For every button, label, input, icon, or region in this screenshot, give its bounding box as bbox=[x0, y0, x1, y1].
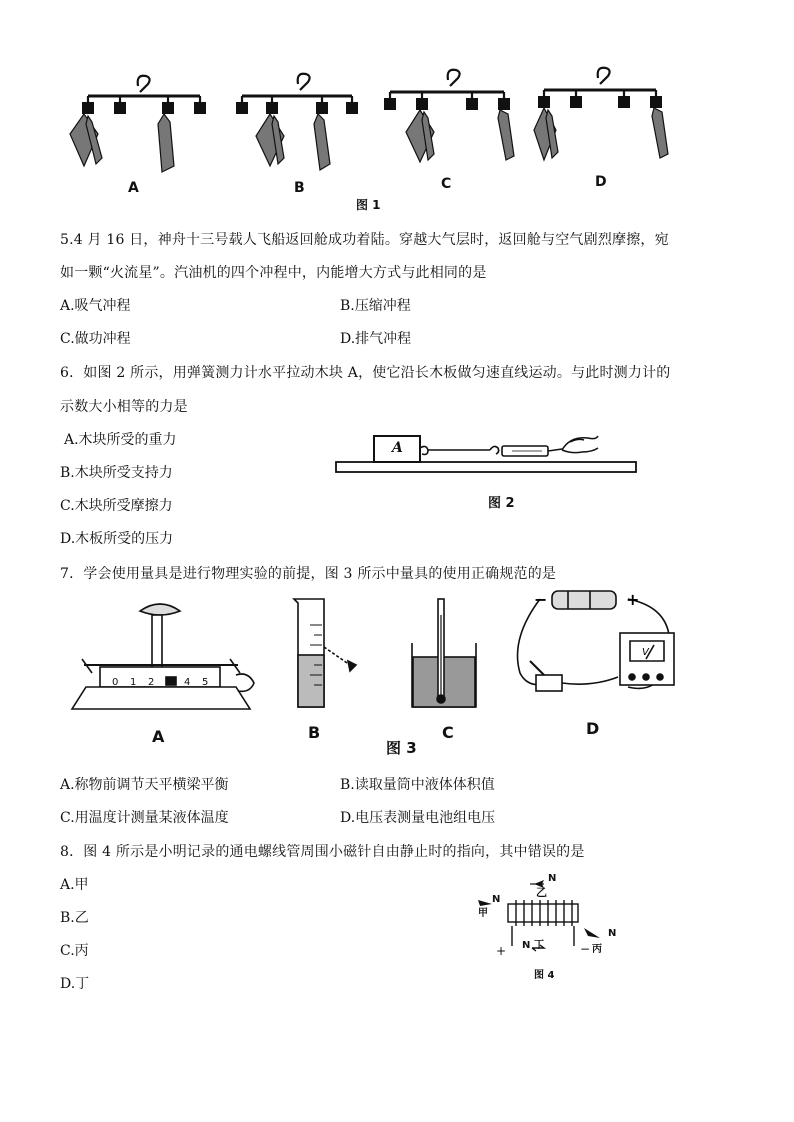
q7-option-c[interactable]: C.用温度计测量某液体温度 bbox=[60, 810, 229, 826]
fig2-caption: 图 2 bbox=[488, 496, 515, 511]
figure-2 bbox=[330, 420, 640, 515]
q6-option-c[interactable]: C.木块所受摩擦力 bbox=[60, 498, 173, 514]
fig1-label-c: C bbox=[441, 176, 452, 192]
scale-num-3: 3 bbox=[166, 677, 173, 688]
fig4-plus: + bbox=[496, 944, 507, 958]
battery-plus: + bbox=[626, 590, 640, 609]
voltmeter-label: V bbox=[642, 647, 649, 658]
q8-option-d[interactable]: D.丁 bbox=[60, 976, 90, 992]
scale-num-4: 4 bbox=[184, 677, 191, 688]
fig4-needle-jia: 甲 bbox=[478, 908, 488, 919]
figure-1 bbox=[60, 60, 690, 220]
q5-option-c[interactable]: C.做功冲程 bbox=[60, 331, 131, 347]
q6-option-d[interactable]: D.木板所受的压力 bbox=[60, 531, 174, 547]
q5-option-d[interactable]: D.排气冲程 bbox=[340, 331, 412, 347]
q7-option-d[interactable]: D.电压表测量电池组电压 bbox=[340, 810, 496, 826]
q6-line-2: 示数大小相等的力是 bbox=[60, 399, 188, 415]
fig4-n-yi: N bbox=[548, 873, 557, 884]
q7-option-a[interactable]: A.称物前调节天平横梁平衡 bbox=[60, 777, 229, 793]
q6-option-a[interactable]: A.木块所受的重力 bbox=[64, 432, 177, 448]
fig1-caption: 图 1 bbox=[356, 198, 381, 212]
q5-option-a[interactable]: A.吸气冲程 bbox=[60, 298, 131, 314]
q7-line-1: 7．学会使用量具是进行物理实验的前提，图 3 所示中量具的使用正确规范的是 bbox=[60, 566, 557, 582]
fig4-n-bing: N bbox=[608, 928, 617, 939]
fig4-n-jia: N bbox=[492, 894, 501, 905]
q8-option-c[interactable]: C.丙 bbox=[60, 943, 89, 959]
fig1-label-d: D bbox=[595, 174, 607, 190]
q8-option-a[interactable]: A.甲 bbox=[60, 877, 89, 893]
fig3-label-d: D bbox=[586, 719, 600, 738]
figure-2-drawing bbox=[330, 420, 640, 515]
scale-num-0: 0 bbox=[112, 677, 119, 688]
q5-option-b[interactable]: B.压缩冲程 bbox=[340, 298, 411, 314]
fig4-n-ding: N bbox=[522, 940, 531, 951]
fig3-label-b: B bbox=[308, 723, 321, 742]
fig4-needle-yi: 乙 bbox=[536, 886, 547, 899]
scale-num-2: 2 bbox=[148, 677, 155, 688]
figure-4 bbox=[470, 870, 630, 985]
fig3-caption: 图 3 bbox=[386, 739, 417, 757]
q5-line-1: 5.4 月 16 日，神舟十三号载人飞船返回舱成功着陆。穿越大气层时，返回舱与空气剧烈摩擦，宛 bbox=[60, 232, 669, 248]
q6-line-1: 6．如图 2 所示，用弹簧测力计水平拉动木块 A，使它沿长木板做匀速直线运动。与此时测力计的 bbox=[60, 365, 671, 381]
fig4-needle-bing: 丙 bbox=[592, 944, 602, 955]
scale-num-1: 1 bbox=[130, 677, 137, 688]
fig3-label-a: A bbox=[152, 727, 165, 746]
scale-num-5: 5 bbox=[202, 677, 209, 688]
figure-3 bbox=[60, 585, 710, 755]
fig1-label-a: A bbox=[128, 180, 139, 196]
battery-minus: − bbox=[534, 590, 548, 609]
q7-option-b[interactable]: B.读取量筒中液体体积值 bbox=[340, 777, 495, 793]
fig2-block-label: A bbox=[392, 440, 403, 456]
q5-line-2: 如一颗“火流星”。汽油机的四个冲程中，内能增大方式与此相同的是 bbox=[60, 265, 487, 281]
fig4-minus: − bbox=[580, 942, 591, 956]
fig4-needle-ding: 丁 bbox=[534, 940, 544, 951]
fig1-label-b: B bbox=[294, 180, 305, 196]
fig3-label-c: C bbox=[442, 723, 454, 742]
fig4-caption: 图 4 bbox=[534, 970, 555, 981]
q8-option-b[interactable]: B.乙 bbox=[60, 910, 89, 926]
q6-option-b[interactable]: B.木块所受支持力 bbox=[60, 465, 173, 481]
q8-line-1: 8．图 4 所示是小明记录的通电螺线管周围小磁针自由静止时的指向，其中错误的是 bbox=[60, 844, 585, 860]
